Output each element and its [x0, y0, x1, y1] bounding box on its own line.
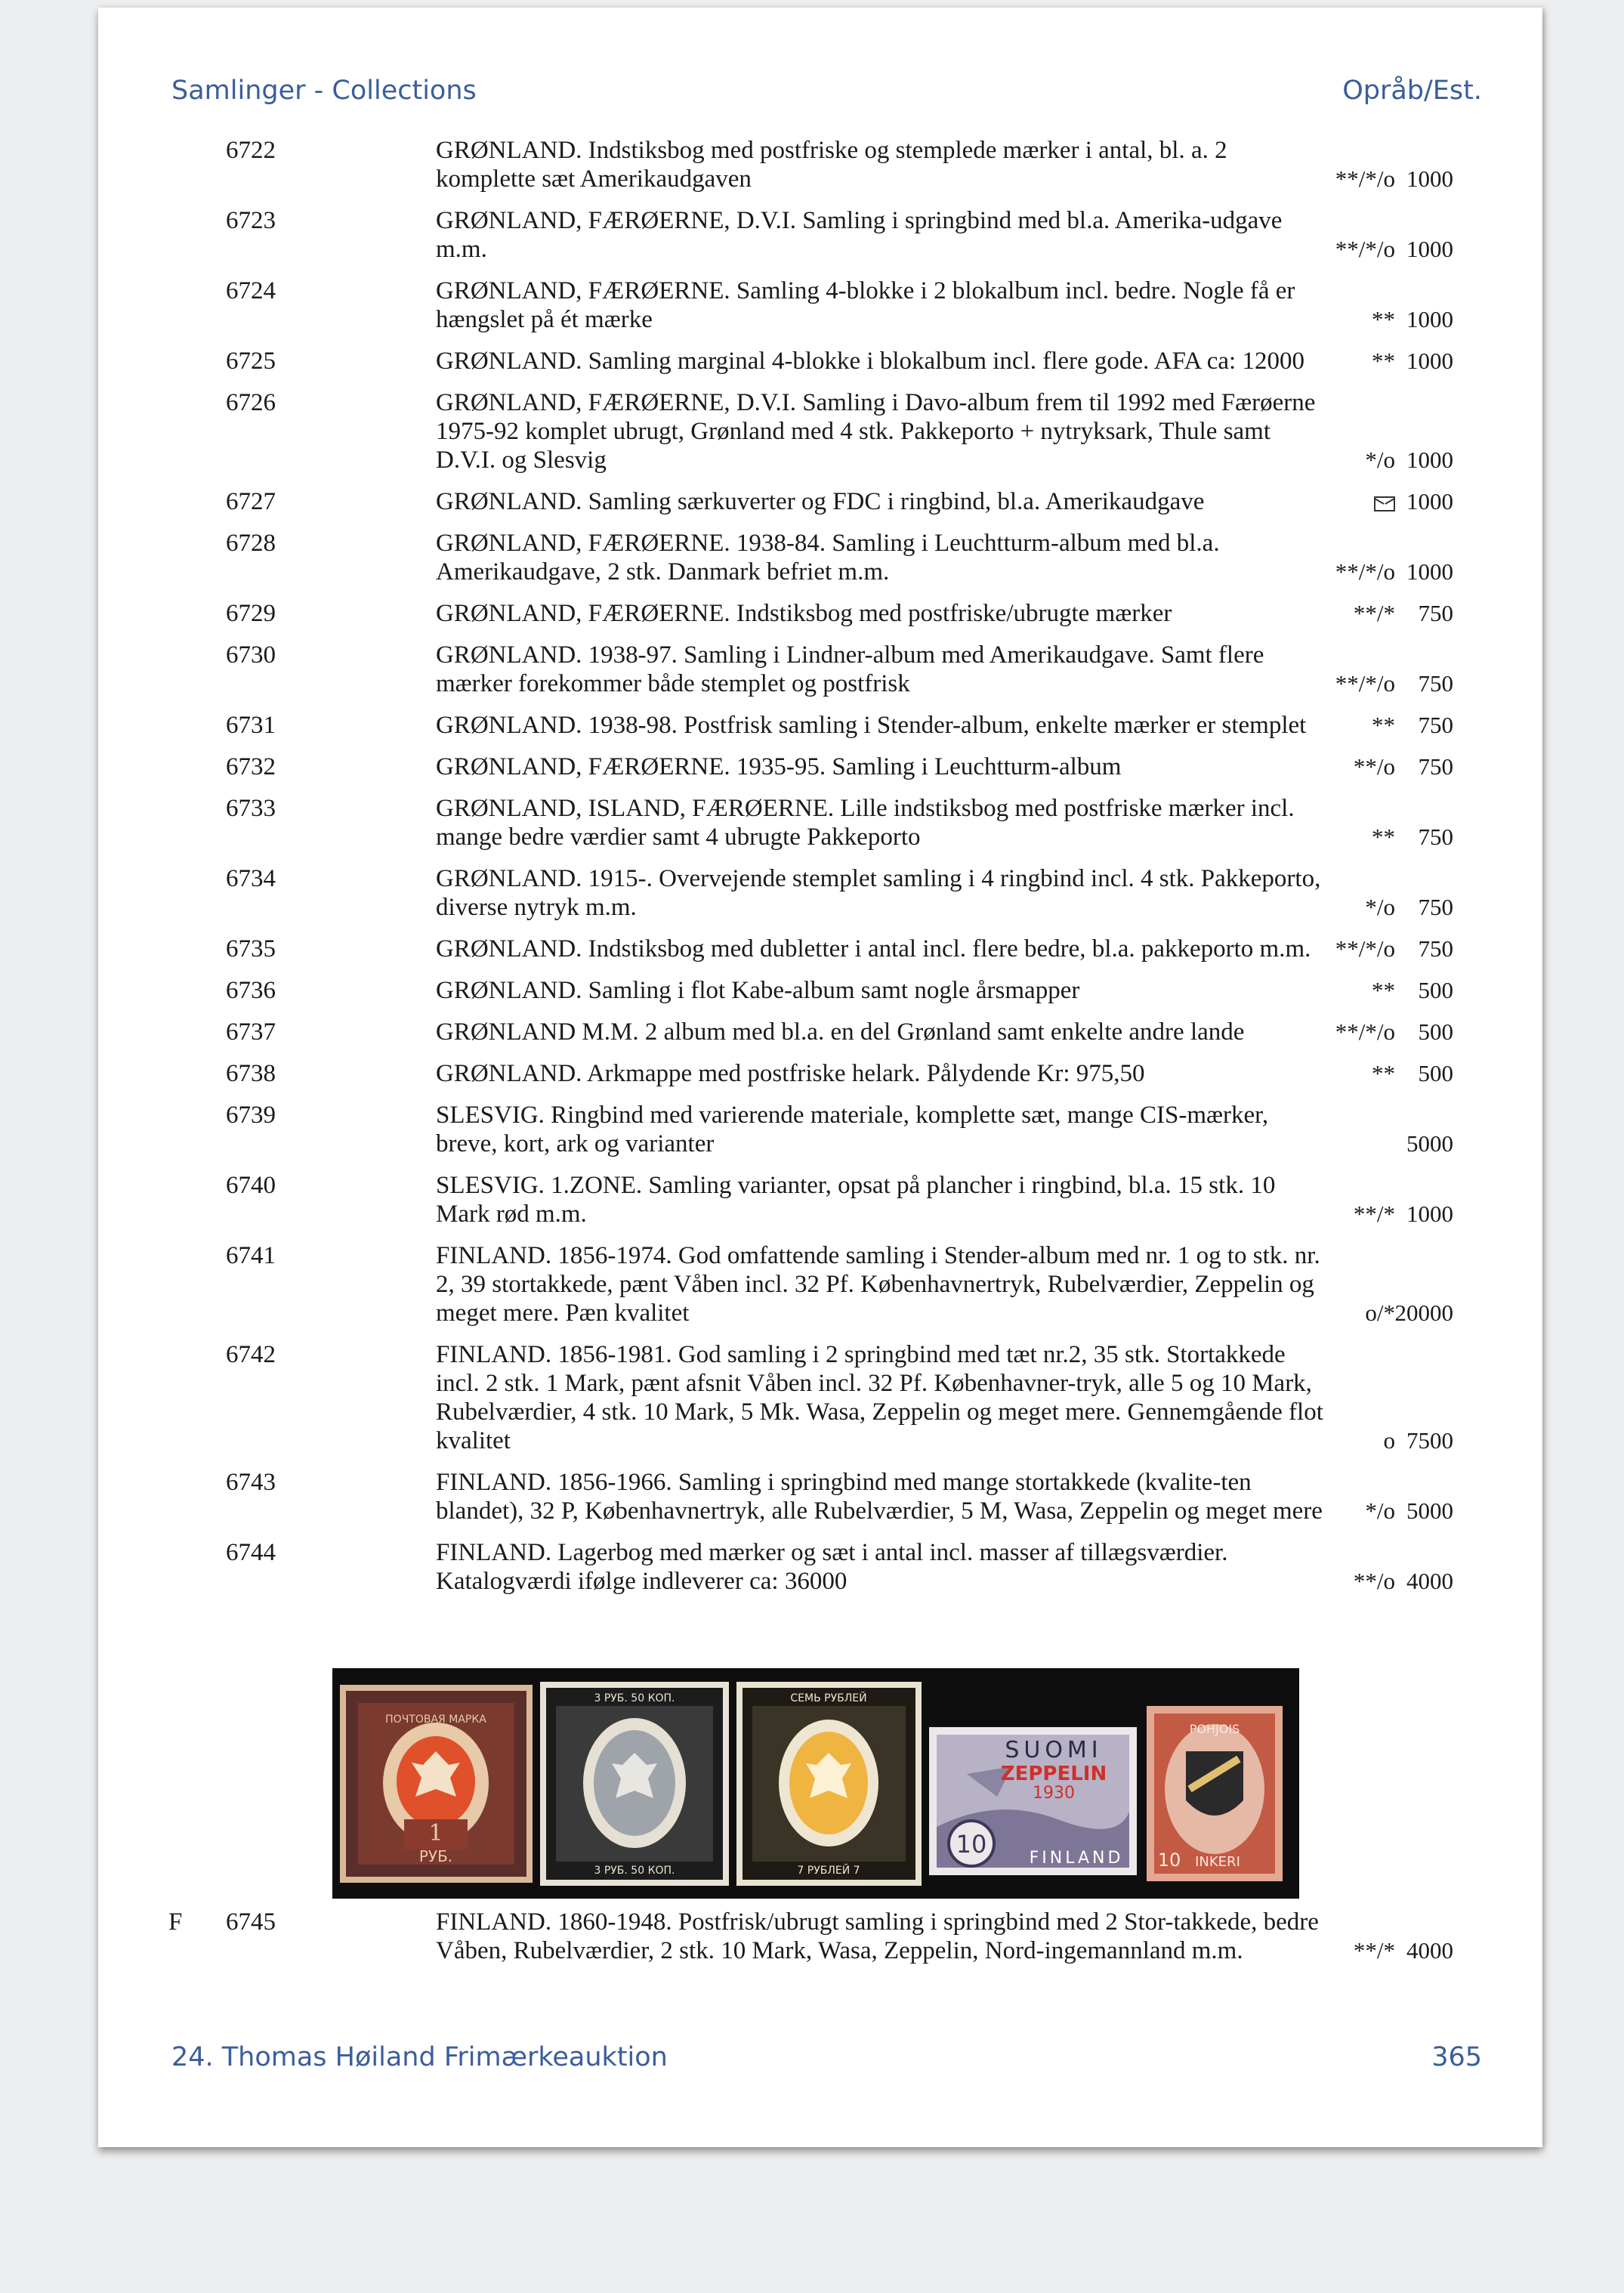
lot-row [98, 1468, 1542, 1525]
lot-condition: ** [1372, 306, 1395, 332]
lot-description: GRØNLAND. Arkmappe med postfriske helark. Pålydende Kr: 975,50 [436, 1060, 1145, 1087]
lot-row [98, 711, 1542, 740]
lot-estimate: 1000 [1406, 306, 1453, 332]
lot-number: 6738 [226, 1060, 276, 1087]
lot-row [98, 1538, 1542, 1596]
lot-condition: **/*/o [1335, 935, 1395, 962]
lot-description: GRØNLAND. 1938-97. Samling i Lindner-album med Amerikaudgave. Samt flere mærker forekommer både stemplet og postfrisk [436, 641, 1264, 697]
catalog-page [98, 8, 1542, 2147]
lot-number: 6732 [226, 753, 276, 780]
lot-condition: **/o [1353, 1568, 1395, 1594]
stamp-3-top: СЕМЬ РУБЛЕЙ [790, 1692, 867, 1704]
lot-number: 6731 [226, 712, 276, 739]
lot-estimate: 750 [1418, 824, 1453, 850]
featured-lot-prefix: F [168, 1908, 183, 1936]
lot-row [98, 976, 1542, 1005]
lot-row [98, 388, 1542, 474]
lot-number: 6736 [226, 977, 276, 1004]
lot-description: GRØNLAND M.M. 2 album med bl.a. en del Grønland samt enkelte andre lande [436, 1018, 1245, 1046]
stamp-4-country: FINLAND [1029, 1849, 1124, 1868]
lot-description: FINLAND. 1856-1974. God omfattende samling i Stender-album med nr. 1 og to stk. nr. 2, 39 stortakkede, pænt Våben incl. 32 Pf. Københavnertryk, Rubelværdier, Zeppelin og meget mere. Pæn kvalitet [436, 1242, 1320, 1327]
lot-number: 6740 [226, 1172, 276, 1199]
lot-row [98, 487, 1542, 516]
featured-lot [98, 1908, 1542, 1965]
lot-row [98, 136, 1542, 193]
lot-description: GRØNLAND, FÆRØERNE. Samling 4-blokke i 2 blokalbum incl. bedre. Nogle få er hængslet på ét mærke [436, 277, 1295, 333]
lot-description: GRØNLAND, FÆRØERNE. Indstiksbog med postfriske/ubrugte mærker [436, 600, 1172, 627]
stamp-3-bottom: 7 РУБЛЕЙ 7 [797, 1865, 860, 1877]
lot-number: 6744 [226, 1539, 276, 1566]
lot-estimate: 500 [1418, 1018, 1453, 1045]
lot-row [98, 1241, 1542, 1327]
lot-condition: **/*/o [1335, 236, 1395, 262]
stamp-1-value: 1 [428, 1820, 443, 1846]
stamp-zeppelin [929, 1727, 1137, 1875]
lot-list [98, 136, 1542, 1608]
lot-estimate: 5000 [1406, 1497, 1453, 1524]
lot-description: SLESVIG. Ringbind med varierende materiale, komplette sæt, mange CIS-mærker, breve, kort, ark og varianter [436, 1102, 1269, 1157]
lot-description: GRØNLAND, FÆRØERNE, D.V.I. Samling i Davo-album frem til 1992 med Færøerne 1975-92 komplet ubrugt, Grønland med 4 stk. Pakkeporto + nytryksark, Thule samt D.V.I. og Slesvig [436, 389, 1316, 474]
lot-estimate: 750 [1418, 753, 1453, 780]
lot-description: GRØNLAND, ISLAND, FÆRØERNE. Lille indstiksbog med postfriske mærker incl. mange bedre værdier samt 4 ubrugte Pakkeporto [436, 795, 1295, 851]
lot-row [98, 935, 1542, 963]
stamp-4-line1: SUOMI [1005, 1737, 1103, 1763]
lot-estimate: 1000 [1406, 447, 1453, 473]
envelope-icon [1374, 496, 1395, 511]
lot-condition [1374, 487, 1395, 516]
stamp-3-50-roubles [540, 1682, 729, 1886]
lot-row [98, 206, 1542, 264]
lot-condition: **/*/o [1335, 558, 1395, 585]
lot-number: 6741 [226, 1242, 276, 1269]
lot-number: 6730 [226, 641, 276, 669]
lot-estimate: 750 [1418, 670, 1453, 697]
lot-condition: ** [1372, 712, 1395, 738]
stamp-7-roubles [736, 1682, 922, 1886]
lot-number: 6723 [226, 207, 276, 234]
lot-row [98, 277, 1542, 334]
featured-lot-description: FINLAND. 1860-1948. Postfrisk/ubrugt samling i springbind med 2 Stor-takkede, bedre Våben, Rubelværdier, 2 stk. 10 Mark, Wasa, Zeppelin, Nord-ingemannland m.m. [436, 1908, 1319, 1964]
lot-condition: ** [1372, 824, 1395, 850]
lot-number: 6727 [226, 488, 276, 515]
stamp-2-bottom: 3 РУБ. 50 КОП. [594, 1865, 675, 1877]
stamp-4-value: 10 [956, 1830, 987, 1859]
lot-description: GRØNLAND. Samling i flot Kabe-album samt nogle årsmapper [436, 977, 1080, 1004]
lot-description: FINLAND. 1856-1981. God samling i 2 springbind med tæt nr.2, 35 stk. Stortakkede incl. 2 stk. 1 Mark, pænt afsnit Våben incl. 32 Pf. Københavner-tryk, alle 5 og 10 Mark, Rubelværdier, 4 stk. 10 Mark, 5 Mk. Wasa, Zeppelin og meget mere. Gennemgående flot kvalitet [436, 1341, 1323, 1454]
lot-row [98, 794, 1542, 851]
lot-estimate: 7500 [1406, 1427, 1453, 1454]
lot-condition: **/*/o [1335, 1018, 1395, 1045]
lot-description: SLESVIG. 1.ZONE. Samling varianter, opsat på plancher i ringbind, bl.a. 15 stk. 10 Mark rød m.m. [436, 1172, 1276, 1228]
stamp-5-bottom: INKERI [1195, 1854, 1240, 1870]
lot-description: GRØNLAND. 1915-. Overvejende stemplet samling i 4 ringbind incl. 4 stk. Pakkeporto, diverse nytryk m.m. [436, 865, 1321, 921]
lot-row [98, 529, 1542, 586]
lot-estimate: 750 [1418, 935, 1453, 962]
stamp-north-ingria [1147, 1706, 1283, 1881]
lot-description: GRØNLAND. 1938-98. Postfrisk samling i Stender-album, enkelte mærker er stemplet [436, 712, 1307, 739]
stamp-2-top: 3 РУБ. 50 КОП. [594, 1692, 675, 1704]
lot-description: GRØNLAND, FÆRØERNE, D.V.I. Samling i springbind med bl.a. Amerika-udgave m.m. [436, 207, 1283, 263]
lot-number: 6743 [226, 1469, 276, 1496]
lot-estimate: 4000 [1406, 1568, 1453, 1594]
featured-lot-condition: **/* [1353, 1937, 1395, 1964]
lot-estimate: 750 [1418, 894, 1453, 920]
estimate-column-header: Opråb/Est. [1342, 76, 1482, 106]
lot-estimate: 1000 [1406, 236, 1453, 262]
lot-row [98, 641, 1542, 698]
lot-condition: ** [1372, 348, 1395, 374]
lot-condition: **/*/o [1335, 670, 1395, 697]
stamp-5-value: 10 [1157, 1850, 1181, 1871]
lot-number: 6733 [226, 795, 276, 822]
featured-lot-number: 6745 [226, 1908, 276, 1936]
lot-condition: o [1383, 1427, 1395, 1454]
lot-estimate: 500 [1418, 1060, 1453, 1086]
lot-row [98, 1101, 1542, 1158]
page-number: 365 [1431, 2042, 1482, 2072]
lot-estimate: 750 [1418, 712, 1453, 738]
lot-description: FINLAND. 1856-1966. Samling i springbind med mange stortakkede (kvalite-ten blandet), 32 P, Københavnertryk, alle Rubelværdier, 5 M, Wasa, Zeppelin og meget mere [436, 1469, 1323, 1525]
lot-estimate: 1000 [1406, 165, 1453, 192]
lot-estimate: 1000 [1406, 488, 1453, 515]
lot-row [98, 1340, 1542, 1455]
lot-row [98, 864, 1542, 922]
lot-condition: */o [1365, 447, 1395, 473]
lot-row [98, 347, 1542, 375]
lot-description: FINLAND. Lagerbog med mærker og sæt i antal incl. masser af tillægsværdier. Katalogværdi ifølge indleverer ca: 36000 [436, 1539, 1228, 1595]
lot-condition: **/*/o [1335, 165, 1395, 192]
section-title: Samlinger - Collections [171, 76, 477, 106]
lot-number: 6724 [226, 277, 276, 304]
lot-row [98, 1059, 1542, 1088]
lot-estimate: 5000 [1406, 1130, 1453, 1157]
lot-condition: **/* [1353, 600, 1395, 626]
lot-estimate: 500 [1418, 977, 1453, 1003]
lot-condition: ** [1372, 977, 1395, 1003]
lot-description: GRØNLAND. Indstiksbog med postfriske og stemplede mærker i antal, bl. a. 2 komplette sæt Amerikaudgaven [436, 137, 1227, 193]
lot-number: 6722 [226, 137, 276, 164]
lot-estimate: 750 [1418, 600, 1453, 626]
lot-condition: **/o [1353, 753, 1395, 780]
lot-estimate: 1000 [1406, 348, 1453, 374]
lot-number: 6742 [226, 1341, 276, 1368]
stamp-1-top: ПОЧТОВАЯ МАРКА [385, 1714, 486, 1726]
lot-description: GRØNLAND. Samling særkuverter og FDC i ringbind, bl.a. Amerikaudgave [436, 488, 1205, 515]
stamp-1-rouble [340, 1685, 533, 1883]
stamp-illustration [332, 1668, 1299, 1899]
lot-description: GRØNLAND. Indstiksbog med dubletter i antal incl. flere bedre, bl.a. pakkeporto m.m. [436, 935, 1311, 963]
lot-number: 6725 [226, 348, 276, 375]
lot-row [98, 599, 1542, 628]
lot-condition: **/* [1353, 1201, 1395, 1227]
stamp-photo [332, 1668, 1299, 1899]
lot-row [98, 752, 1542, 781]
stamp-5-top: POHJOIS [1189, 1722, 1240, 1736]
lot-description: GRØNLAND, FÆRØERNE. 1938-84. Samling i Leuchtturm-album med bl.a. Amerikaudgave, 2 stk. Danmark befriet m.m. [436, 530, 1220, 586]
lot-number: 6734 [226, 865, 276, 892]
lot-number: 6737 [226, 1018, 276, 1046]
lot-condition: o/* [1365, 1299, 1395, 1326]
lot-row [98, 1171, 1542, 1228]
stamp-4-line2: ZEPPELIN [1000, 1763, 1107, 1785]
lot-condition: */o [1365, 894, 1395, 920]
lot-condition: */o [1365, 1497, 1395, 1524]
footer-title: 24. Thomas Høiland Frimærkeauktion [171, 2042, 668, 2072]
lot-description: GRØNLAND. Samling marginal 4-blokke i blokalbum incl. flere gode. AFA ca: 12000 [436, 348, 1304, 375]
featured-lot-estimate: 4000 [1406, 1937, 1453, 1964]
lot-condition: ** [1372, 1060, 1395, 1086]
lot-description: GRØNLAND, FÆRØERNE. 1935-95. Samling i Leuchtturm-album [436, 753, 1122, 780]
lot-estimate: 1000 [1406, 558, 1453, 585]
stamp-1-unit: РУБ. [418, 1847, 453, 1865]
lot-number: 6729 [226, 600, 276, 627]
lot-number: 6728 [226, 530, 276, 557]
lot-estimate: 20000 [1394, 1299, 1453, 1326]
lot-number: 6726 [226, 389, 276, 416]
lot-estimate: 1000 [1406, 1201, 1453, 1227]
stamp-4-line3: 1930 [1033, 1784, 1075, 1803]
lot-number: 6739 [226, 1102, 276, 1129]
lot-number: 6735 [226, 935, 276, 963]
lot-row [98, 1018, 1542, 1046]
